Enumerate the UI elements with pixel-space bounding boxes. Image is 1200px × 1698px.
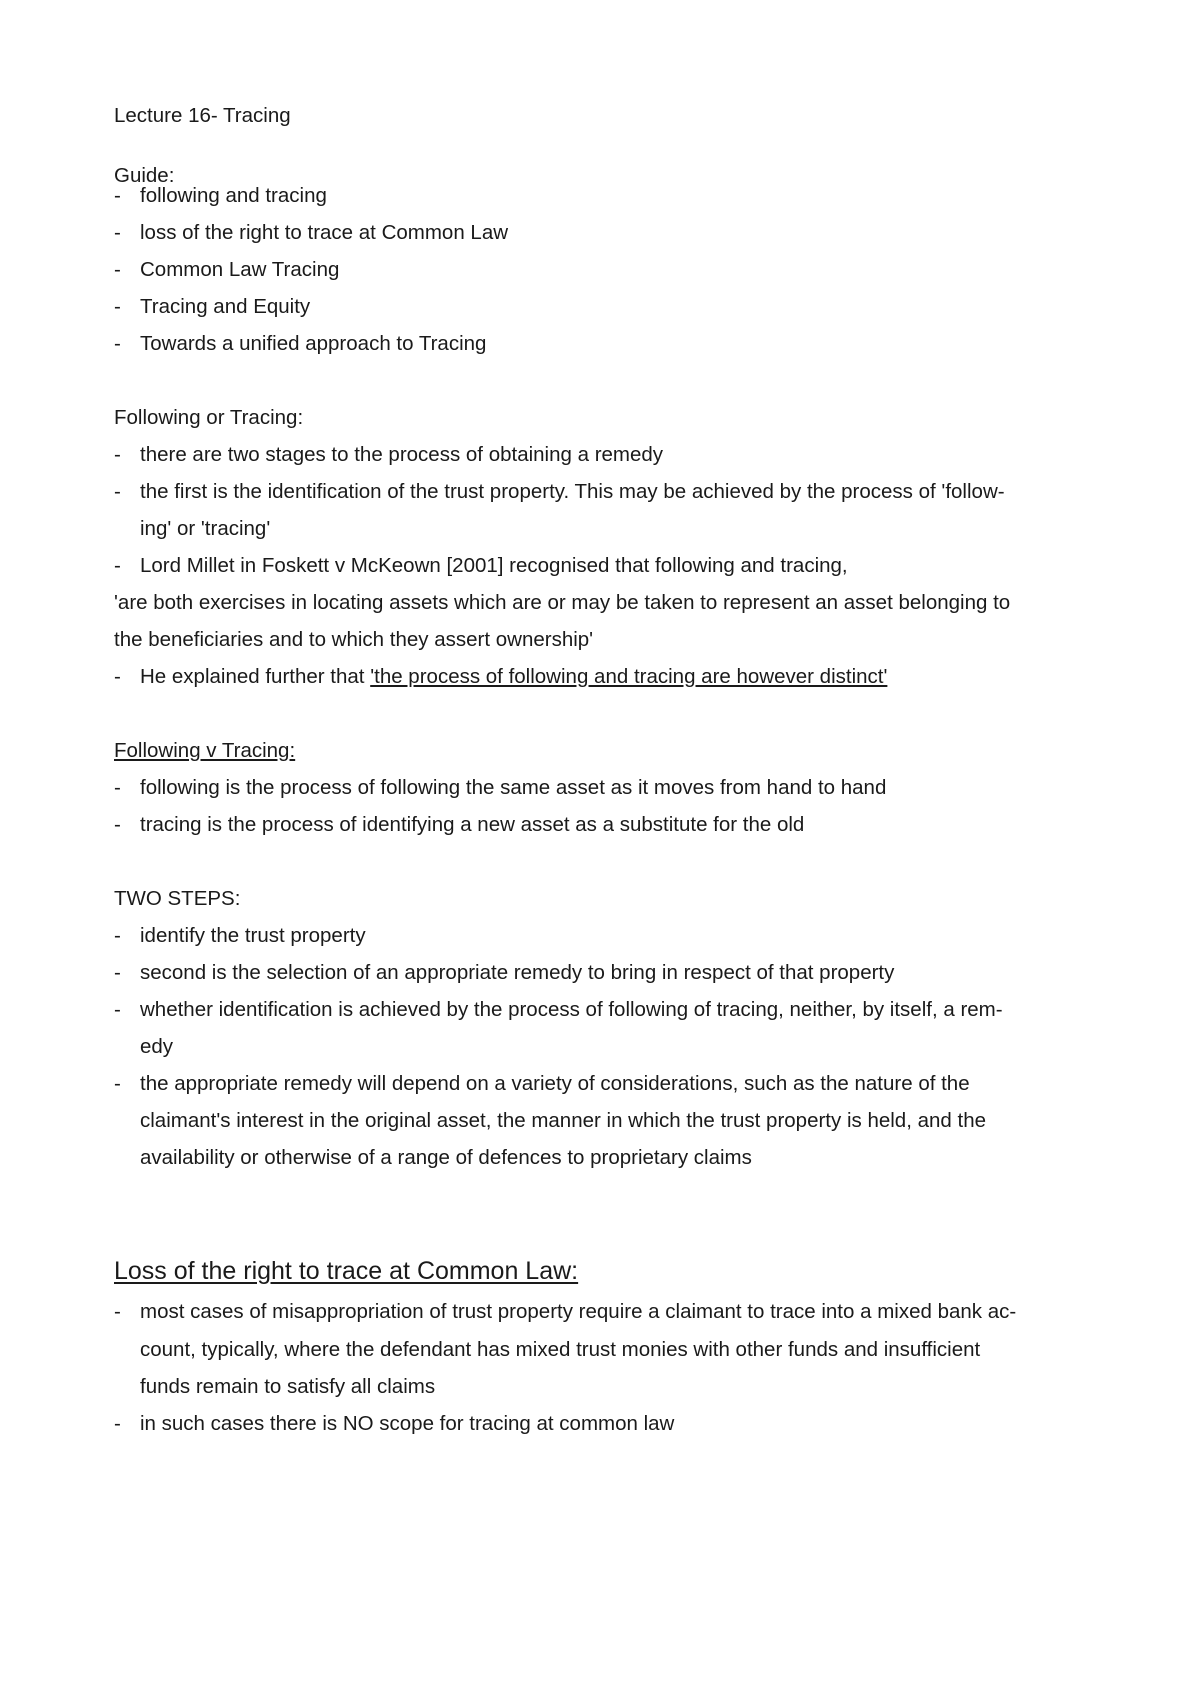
- list-item-text: most cases of misappropriation of trust property require a claimant to trace into a mixed bank ac-: [140, 1300, 1017, 1323]
- bullet-dash: -: [114, 813, 121, 836]
- bullet-dash: -: [114, 221, 121, 244]
- list-item-text: Tracing and Equity: [140, 295, 311, 318]
- list-item-text: identify the trust property: [140, 924, 366, 947]
- bullet-dash: -: [114, 443, 121, 466]
- list-item-prefix: He explained further that: [140, 665, 371, 688]
- list-item-text: following is the process of following the same asset as it moves from hand to hand: [140, 776, 887, 799]
- bullet-dash: -: [114, 665, 121, 688]
- section-heading: Following or Tracing:: [114, 406, 304, 429]
- list-item-text: following and tracing: [140, 184, 327, 207]
- list-item-text: in such cases there is NO scope for tracing at common law: [140, 1412, 675, 1435]
- bullet-dash: -: [114, 554, 121, 577]
- bullet-dash: -: [114, 1072, 121, 1095]
- list-item-continuation: edy: [140, 1035, 174, 1058]
- list-item-text: there are two stages to the process of obtaining a remedy: [140, 443, 664, 466]
- list-item-text: tracing is the process of identifying a new asset as a substitute for the old: [140, 813, 805, 836]
- quote-text: 'are both exercises in locating assets which are or may be taken to represent an asset belonging to: [114, 591, 1011, 614]
- quote-text: the beneficiaries and to which they assert ownership': [114, 628, 594, 651]
- page-title: Lecture 16- Tracing: [114, 104, 291, 127]
- bullet-dash: -: [114, 1412, 121, 1435]
- list-item-text: Towards a unified approach to Tracing: [140, 332, 487, 355]
- list-item-continuation: funds remain to satisfy all claims: [140, 1375, 436, 1398]
- bullet-dash: -: [114, 184, 121, 207]
- bullet-dash: -: [114, 332, 121, 355]
- bullet-dash: -: [114, 776, 121, 799]
- bullet-dash: -: [114, 961, 121, 984]
- underlined-quote: 'the process of following and tracing are however distinct': [370, 665, 888, 688]
- list-item-text: loss of the right to trace at Common Law: [140, 221, 509, 244]
- list-item-text: [140, 665, 887, 689]
- list-item-text: Lord Millet in Foskett v McKeown [2001] recognised that following and tracing,: [140, 554, 848, 577]
- list-item-text: whether identification is achieved by the process of following of tracing, neither, by itself, a rem-: [140, 998, 1003, 1021]
- section-heading: Following v Tracing:: [114, 739, 296, 762]
- bullet-dash: -: [114, 258, 121, 281]
- bullet-dash: -: [114, 924, 121, 947]
- section-heading: TWO STEPS:: [114, 887, 241, 910]
- bullet-dash: -: [114, 1300, 121, 1323]
- list-item-continuation: availability or otherwise of a range of defences to proprietary claims: [140, 1146, 752, 1169]
- bullet-dash: -: [114, 998, 121, 1021]
- list-item-continuation: ing' or 'tracing': [140, 517, 271, 540]
- list-item-continuation: count, typically, where the defendant has mixed trust monies with other funds and insufficient: [140, 1338, 981, 1361]
- bullet-dash: -: [114, 480, 121, 503]
- bullet-dash: -: [114, 295, 121, 318]
- list-item-continuation: claimant's interest in the original asset, the manner in which the trust property is held, and the: [140, 1109, 986, 1132]
- list-item-text: Common Law Tracing: [140, 258, 340, 281]
- list-item-text: the first is the identification of the trust property. This may be achieved by the process of 'follow-: [140, 480, 1005, 503]
- section-title: Loss of the right to trace at Common Law:: [114, 1257, 579, 1285]
- list-item-text: the appropriate remedy will depend on a variety of considerations, such as the nature of the: [140, 1072, 970, 1095]
- guide-heading: Guide:: [114, 164, 175, 187]
- list-item-text: second is the selection of an appropriate remedy to bring in respect of that property: [140, 961, 895, 984]
